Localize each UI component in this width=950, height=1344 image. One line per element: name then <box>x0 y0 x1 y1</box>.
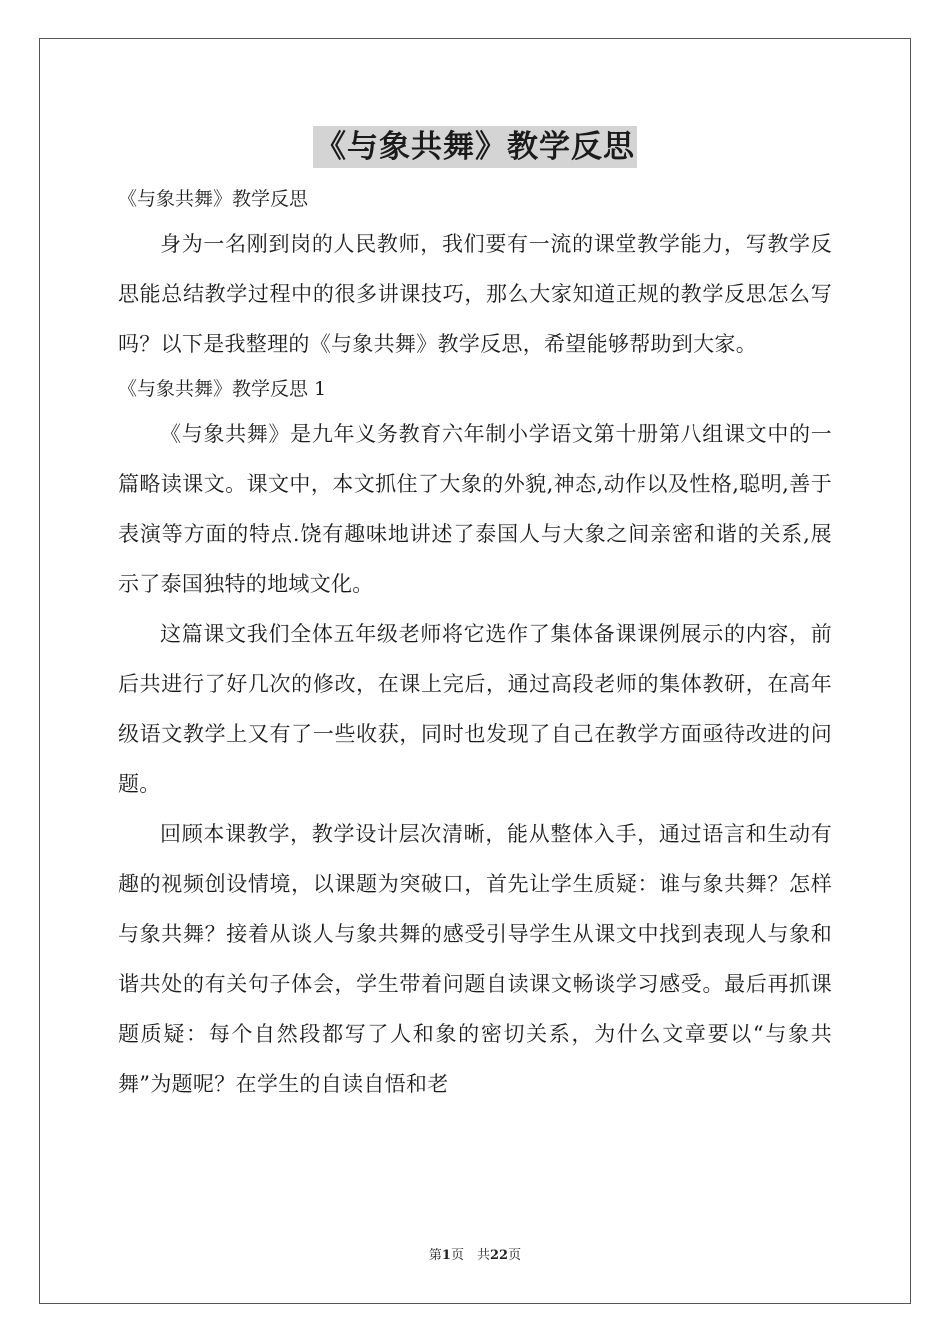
document-title: 《与象共舞》教学反思 <box>313 126 637 168</box>
section-heading: 《与象共舞》教学反思 1 <box>118 378 327 400</box>
footer-page-suffix: 页 <box>508 1248 522 1263</box>
page-footer <box>0 1247 950 1265</box>
body-paragraph: 回顾本课教学，教学设计层次清晰，能从整体入手，通过语言和生动有趣的视频创设情境，以课题为突破口，首先让学生质疑：谁与象共舞？怎样与象共舞？接着从谈人与象共舞的感受引导学生从课文中找到表现人与象和谐共处的有关句子体会，学生带着问题自读课文畅谈学习感受。最后再抓课题质疑：每个自然段都写了人和象的密切关系，为什么文章要以“与象共舞”为题呢？在学生的自读自悟和老 <box>118 822 832 1096</box>
body-paragraph: 这篇课文我们全体五年级老师将它选作了集体备课课例展示的内容，前后共进行了好几次的修改，在课上完后，通过高段老师的集体教研，在高年级语文教学上又有了一些收获，同时也发现了自己在教学方面亟待改进的问题。 <box>118 622 832 796</box>
title-container <box>0 126 950 168</box>
footer-page-number: 1 <box>441 1248 451 1263</box>
intro-paragraph: 身为一名刚到岗的人民教师，我们要有一流的课堂教学能力，写教学反思能总结教学过程中的很多讲课技巧，那么大家知道正规的教学反思怎么写吗？以下是我整理的《与象共舞》教学反思，希望能够帮助到大家。 <box>118 232 832 356</box>
document-subtitle: 《与象共舞》教学反思 <box>118 188 309 210</box>
footer-page-mid: 页 共 <box>450 1248 490 1263</box>
document-body <box>118 179 832 1109</box>
body-paragraph: 《与象共舞》是九年义务教育六年制小学语文第十册第八组课文中的一篇略读课文。课文中，本文抓住了大象的外貌,神态,动作以及性格,聪明,善于表演等方面的特点.饶有趣味地讲述了泰国人与大象之间亲密和谐的关系,展示了泰国独特的地域文化。 <box>118 422 832 596</box>
footer-total-pages: 22 <box>489 1248 509 1263</box>
footer-page-prefix: 第 <box>428 1248 442 1263</box>
